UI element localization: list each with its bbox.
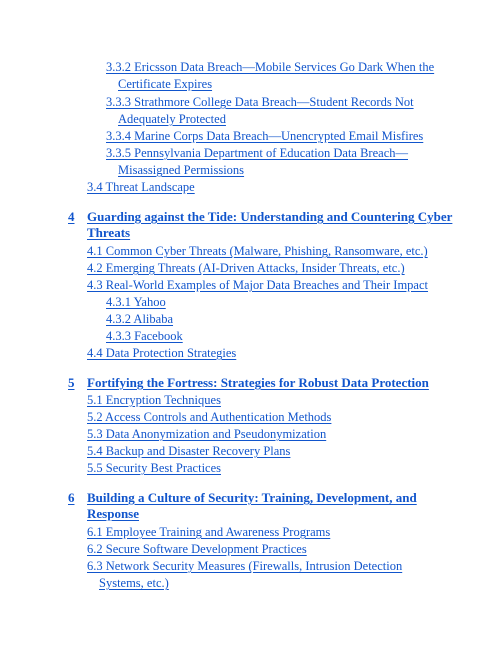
- toc-link-3-3-3[interactable]: 3.3.3 Strathmore College Data Breach—Student Records Not: [106, 95, 414, 109]
- toc-link-4-3[interactable]: 4.3 Real-World Examples of Major Data Breaches and Their Impact: [87, 278, 429, 292]
- toc-link-5-3[interactable]: 5.3 Data Anonymization and Pseudonymization: [87, 427, 327, 441]
- toc-link-6-3[interactable]: 6.3 Network Security Measures (Firewalls, Intrusion Detection: [87, 559, 403, 573]
- toc-link-5-2[interactable]: 5.2 Access Controls and Authentication Methods: [87, 410, 332, 424]
- toc-link-4-3-2[interactable]: 4.3.2 Alibaba: [106, 312, 174, 326]
- chapter-6-title[interactable]: Building a Culture of Security: Training, Development, and: [87, 490, 417, 505]
- toc-link-4-1[interactable]: 4.1 Common Cyber Threats (Malware, Phishing, Ransomware, etc.): [87, 244, 428, 258]
- chapter-4-title[interactable]: Guarding against the Tide: Understanding and Countering Cyber: [87, 209, 453, 224]
- toc-link-3-3-5-cont[interactable]: Misassigned Permissions: [118, 163, 245, 177]
- chapter-6-number[interactable]: 6: [68, 490, 75, 505]
- chapter-4-number[interactable]: 4: [68, 209, 75, 224]
- toc-link-3-4[interactable]: 3.4 Threat Landscape: [87, 180, 195, 194]
- toc-link-3-3-4[interactable]: 3.3.4 Marine Corps Data Breach—Unencrypted Email Misfires: [106, 129, 424, 143]
- toc-link-4-3-3[interactable]: 4.3.3 Facebook: [106, 329, 183, 343]
- toc-link-5-4[interactable]: 5.4 Backup and Disaster Recovery Plans: [87, 444, 291, 458]
- chapter-5-title[interactable]: Fortifying the Fortress: Strategies for Robust Data Protection: [87, 375, 429, 390]
- toc-link-5-5[interactable]: 5.5 Security Best Practices: [87, 461, 221, 475]
- toc-link-4-3-1[interactable]: 4.3.1 Yahoo: [106, 295, 166, 309]
- toc-link-3-3-3-cont[interactable]: Adequately Protected: [118, 112, 226, 126]
- toc-link-4-2[interactable]: 4.2 Emerging Threats (AI-Driven Attacks, Insider Threats, etc.): [87, 261, 405, 275]
- chapter-4-title-cont[interactable]: Threats: [87, 225, 131, 240]
- chapter-6-title-cont[interactable]: Response: [87, 506, 140, 521]
- toc-link-3-3-5[interactable]: 3.3.5 Pennsylvania Department of Education Data Breach—: [106, 146, 408, 160]
- toc-link-6-3-cont[interactable]: Systems, etc.): [99, 576, 169, 590]
- toc-link-6-2[interactable]: 6.2 Secure Software Development Practices: [87, 542, 307, 556]
- toc-link-3-3-2-cont[interactable]: Certificate Expires: [118, 77, 213, 91]
- chapter-5-number[interactable]: 5: [68, 375, 75, 390]
- toc-link-5-1[interactable]: 5.1 Encryption Techniques: [87, 393, 221, 407]
- toc-link-6-1[interactable]: 6.1 Employee Training and Awareness Programs: [87, 525, 331, 539]
- toc-link-4-4[interactable]: 4.4 Data Protection Strategies: [87, 346, 237, 360]
- toc-link-3-3-2[interactable]: 3.3.2 Ericsson Data Breach—Mobile Services Go Dark When the: [106, 60, 435, 74]
